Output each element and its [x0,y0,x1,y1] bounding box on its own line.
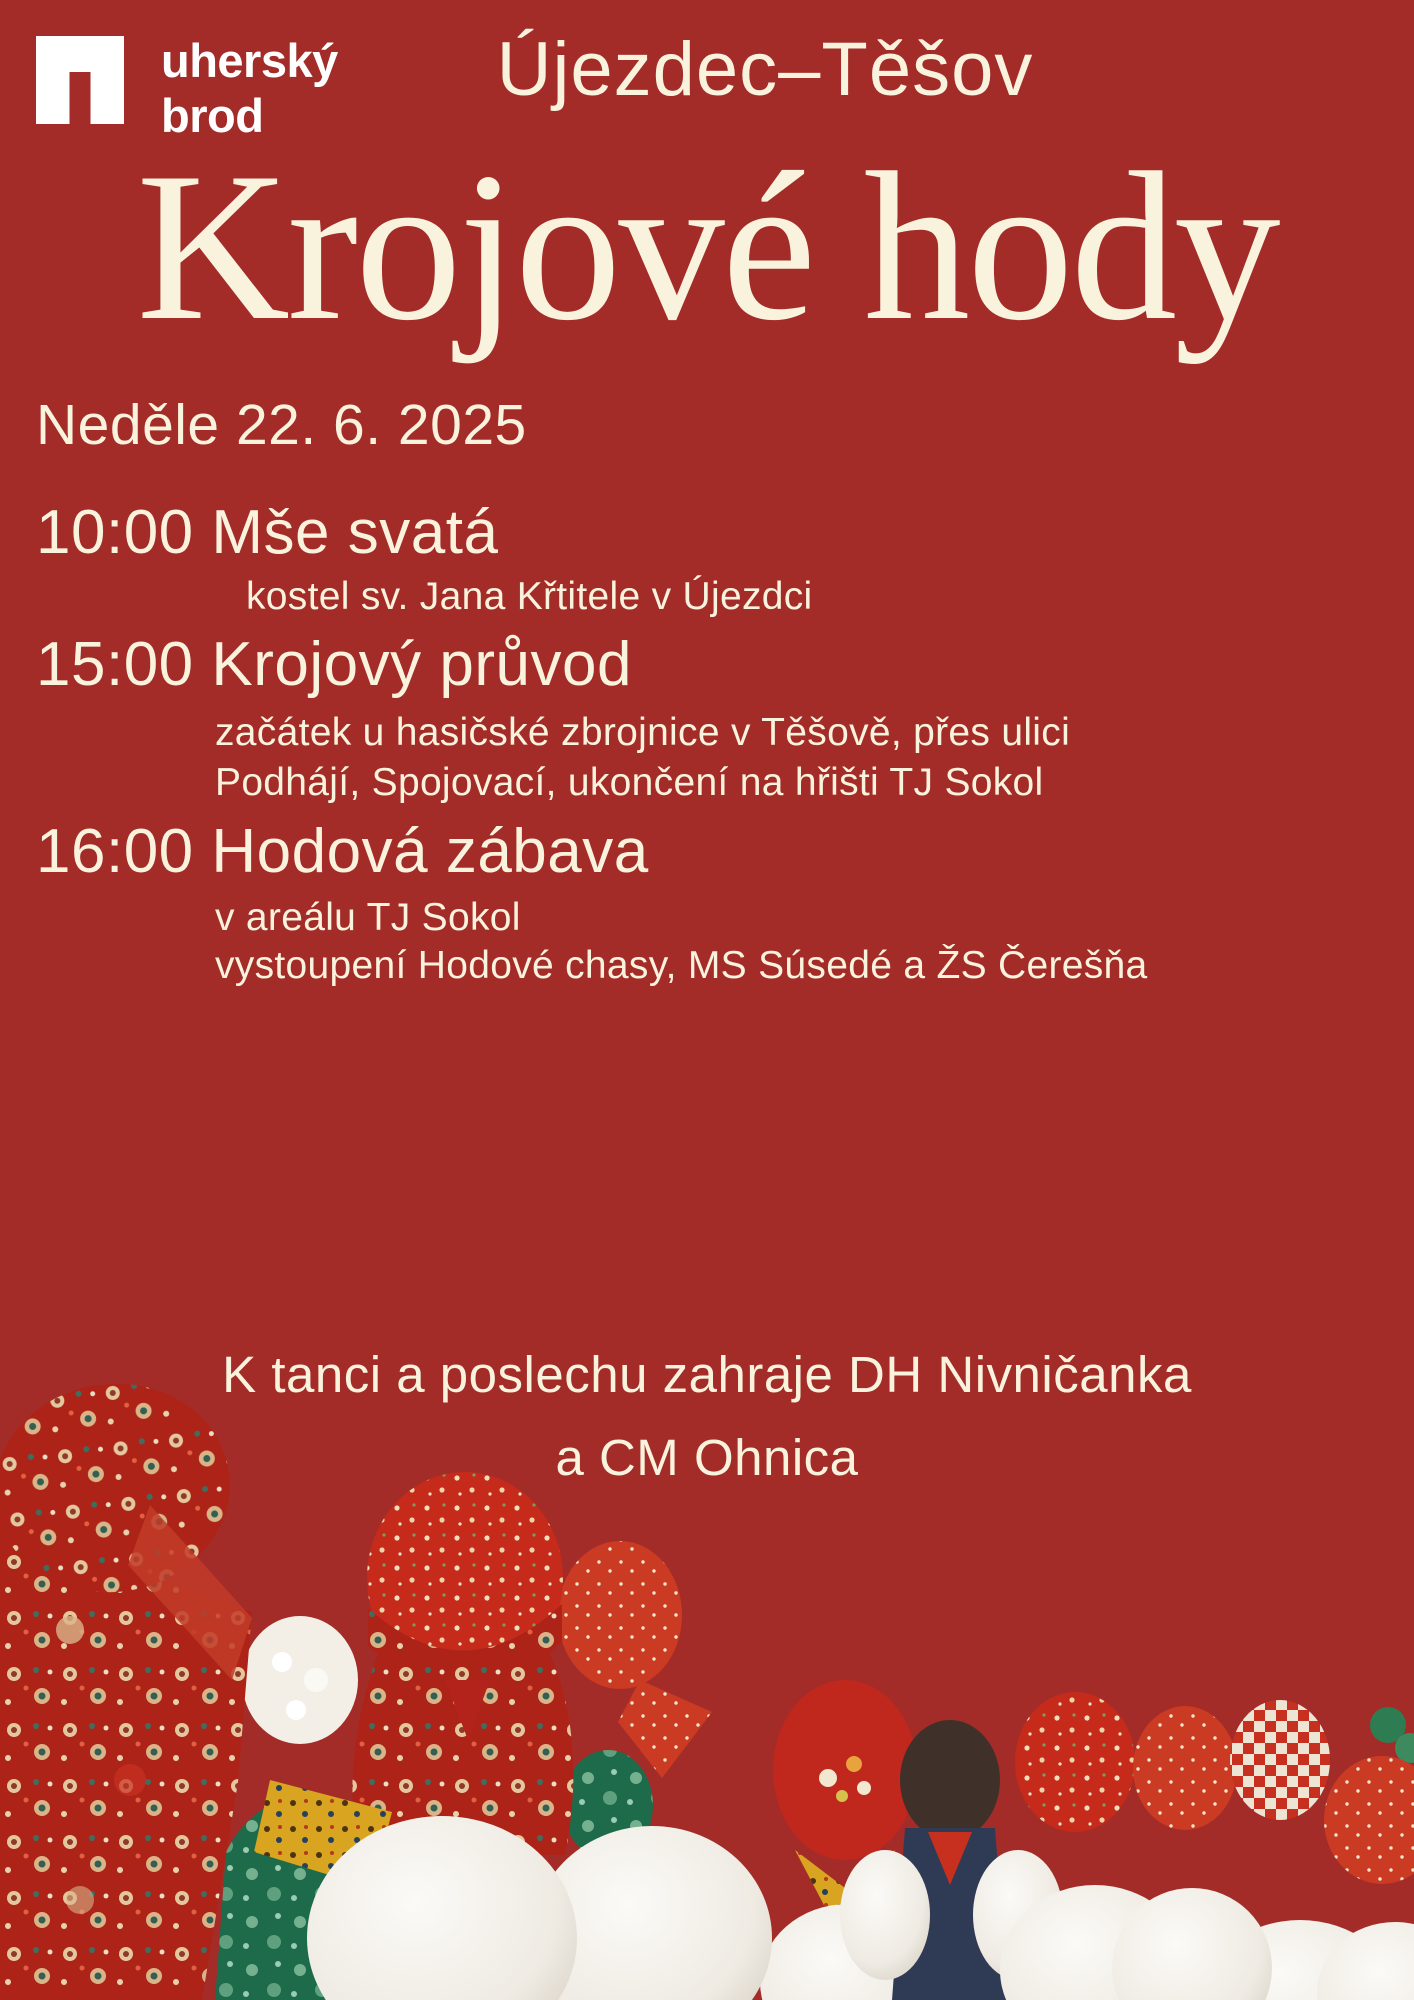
event-date: Neděle 22. 6. 2025 [36,393,527,457]
schedule-detail: začátek u hasičské zbrojnice v Těšově, přes ulici [215,711,1071,754]
schedule-time: 10:00 [36,498,194,567]
schedule-detail: v areálu TJ Sokol [215,896,521,939]
schedule-time: 16:00 [36,817,194,886]
figure-left-foreground [0,1380,252,2000]
logo-gate-notch [70,72,91,124]
schedule-time: 15:00 [36,630,194,699]
schedule-detail: Podhájí, Spojovací, ukončení na hřišti TJ Sokol [215,761,1044,804]
schedule-detail: kostel sv. Jana Křtitele v Újezdci [246,575,813,618]
schedule-item-heading [36,497,498,568]
poster-title: Krojové hody [136,129,1278,365]
music-line2: a CM Ohnica [555,1429,859,1486]
music-line1: K tanci a poslechu zahraje DH Nivničanka [222,1346,1192,1403]
folk-costume-crowd-photo [0,1380,1414,2000]
schedule-item-heading [36,816,649,887]
figure-group-right [760,1680,1414,2000]
schedule-item-heading [36,629,632,700]
schedule-name: Krojový průvod [211,630,632,699]
schedule-name: Hodová zábava [211,817,649,886]
uhersky-brod-logo-icon [36,36,124,124]
schedule-name: Mše svatá [211,498,499,567]
logo-word-line1: uherský [161,34,338,87]
logo-word-line2: brod [161,88,264,142]
schedule-detail: vystoupení Hodové chasy, MS Súsedé a ŽS Čerešňa [215,944,1148,987]
location-subtitle: Újezdec–Těšov [496,27,1034,112]
